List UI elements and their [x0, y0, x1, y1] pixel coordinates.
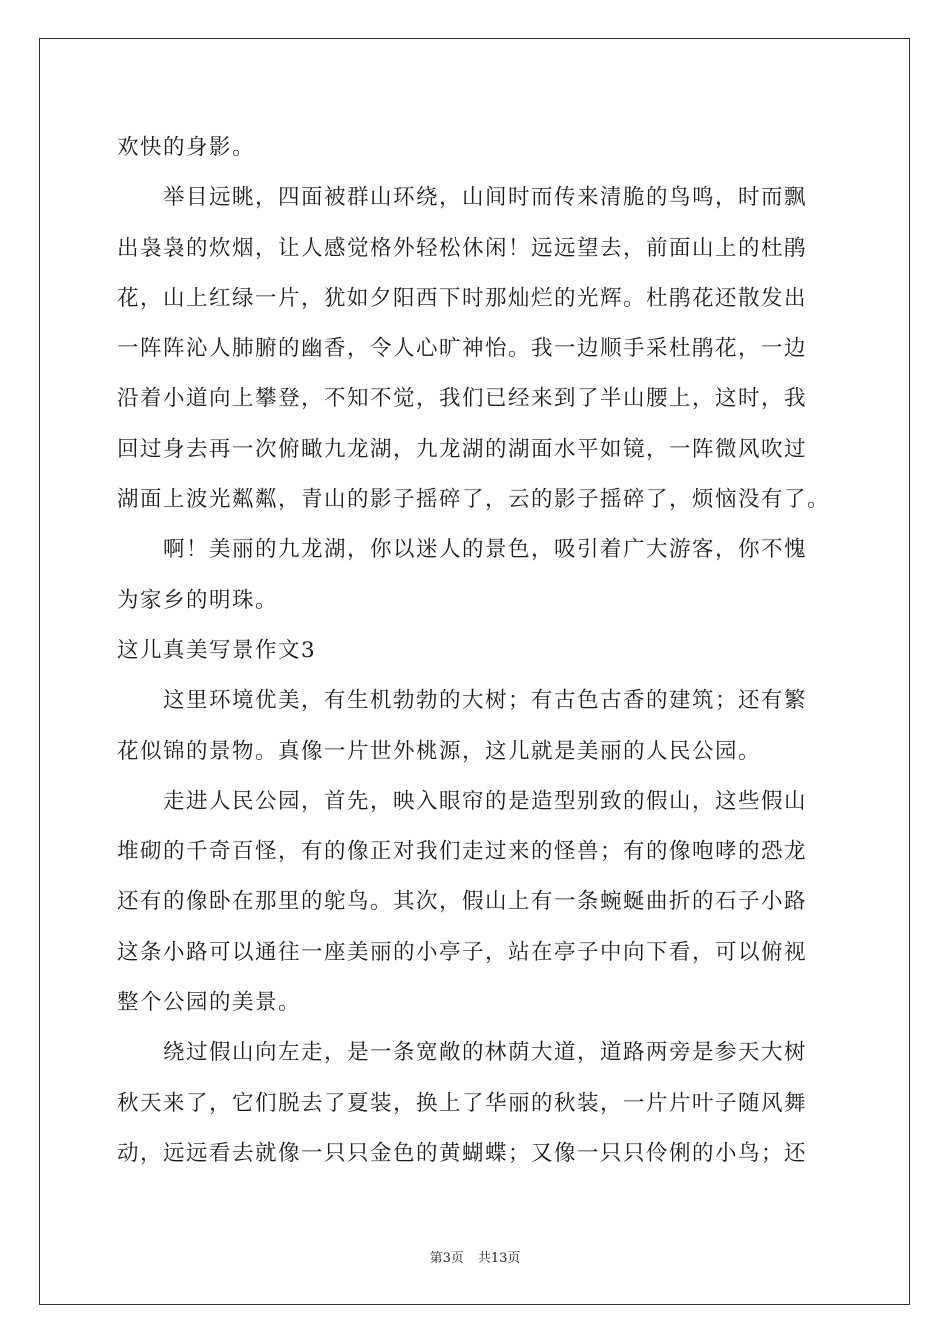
text-line: 欢快的身影。 — [117, 135, 256, 160]
page-number: 第3页 — [429, 1251, 464, 1266]
text-line: 还有的像卧在那里的鸵鸟。其次，假山上有一条蜿蜒曲折的石子小路 — [117, 889, 808, 915]
section-heading: 这儿真美写景作文3 — [117, 637, 317, 663]
text-line: 为家乡的明珠。 — [117, 587, 279, 613]
text-line: 动，远远看去就像一只只金色的黄蝴蝶；又像一只只伶俐的小鸟；还 — [117, 1140, 808, 1166]
text-line: 沿着小道向上攀登，不知不觉，我们已经来到了半山腰上，这时，我 — [117, 386, 808, 412]
document-body — [117, 123, 835, 1179]
page-footer — [0, 1247, 950, 1266]
text-line: 湖面上波光粼粼，青山的影子摇碎了，云的影子摇碎了，烦恼没有了。 — [117, 487, 831, 513]
page-total: 共13页 — [477, 1251, 521, 1266]
text-line: 一阵阵沁人肺腑的幽香，令人心旷神怡。我一边顺手采杜鹃花，一边 — [117, 336, 808, 362]
text-line: 这里环境优美，有生机勃勃的大树；有古色古香的建筑；还有繁 — [163, 688, 808, 714]
text-line: 走进人民公园，首先，映入眼帘的是造型别致的假山，这些假山 — [163, 788, 808, 814]
text-line: 举目远眺，四面被群山环绕，山间时而传来清脆的鸟鸣，时而飘 — [163, 185, 808, 211]
text-line: 堆砌的千奇百怪，有的像正对我们走过来的怪兽；有的像咆哮的恐龙 — [117, 839, 808, 865]
text-line: 花似锦的景物。真像一片世外桃源，这儿就是美丽的人民公园。 — [117, 738, 762, 764]
text-line: 花，山上红绿一片，犹如夕阳西下时那灿烂的光辉。杜鹃花还散发出 — [117, 285, 808, 311]
text-line: 出袅袅的炊烟，让人感觉格外轻松休闲！远远望去，前面山上的杜鹃 — [117, 235, 808, 261]
text-line: 秋天来了，它们脱去了夏装，换上了华丽的秋装，一片片叶子随风舞 — [117, 1090, 808, 1116]
text-line: 整个公园的美景。 — [117, 990, 302, 1016]
text-line: 啊！美丽的九龙湖，你以迷人的景色，吸引着广大游客，你不愧 — [163, 537, 808, 563]
text-line: 绕过假山向左走，是一条宽敞的林荫大道，道路两旁是参天大树 — [163, 1040, 808, 1066]
text-line: 这条小路可以通往一座美丽的小亭子，站在亭子中向下看，可以俯视 — [117, 939, 808, 965]
text-line: 回过身去再一次俯瞰九龙湖，九龙湖的湖面水平如镜，一阵微风吹过 — [117, 436, 808, 462]
